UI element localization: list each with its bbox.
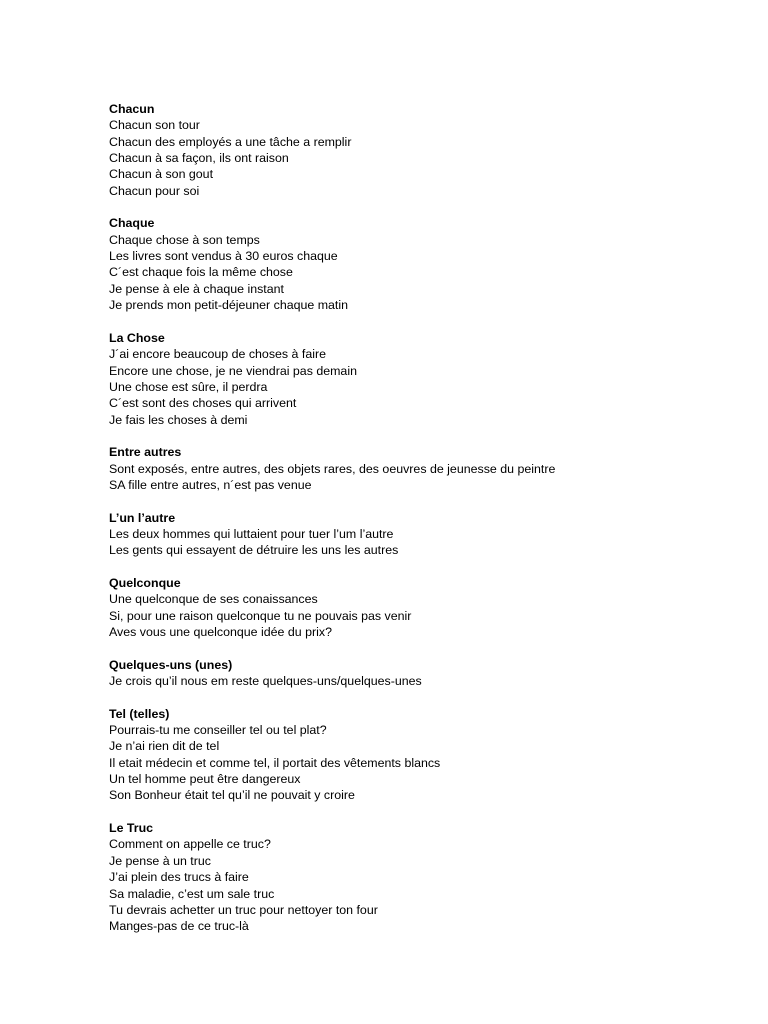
example-sentence: Chacun pour soi [109,183,200,198]
section [109,101,729,199]
example-sentence: J’ai plein des trucs à faire [109,870,249,885]
section-heading: Entre autres [109,445,182,460]
section-heading: Quelques-uns (unes) [109,657,233,672]
example-sentence: Comment on appelle ce truc? [109,837,271,852]
example-sentence: Je pense à ele à chaque instant [109,281,284,296]
section [109,444,729,493]
example-sentence: Les deux hommes qui luttaient pour tuer l’um l’autre [109,526,394,541]
section [109,706,729,804]
example-sentence: Une quelconque de ses conaissances [109,592,318,607]
example-sentence: Sa maladie, c’est um sale truc [109,886,275,901]
example-sentence: Je prends mon petit-déjeuner chaque matin [109,298,349,313]
example-sentence: Son Bonheur était tel qu’il ne pouvait y croire [109,788,355,803]
example-sentence: Manges-pas de ce truc-là [109,919,249,934]
section-heading: Le Truc [109,821,154,836]
example-sentence: Chacun à son gout [109,167,214,182]
section [109,657,729,690]
example-sentence: Un tel homme peut être dangereux [109,772,301,787]
example-sentence: Les livres sont vendus à 30 euros chaque [109,249,338,264]
example-sentence: Les gents qui essayent de détruire les uns les autres [109,543,399,558]
example-sentence: Chacun son tour [109,118,200,133]
example-sentence: J´ai encore beaucoup de choses à faire [109,347,326,362]
example-sentence: Chaque chose à son temps [109,232,260,247]
section-heading: Chaque [109,216,155,231]
example-sentence: Si, pour une raison quelconque tu ne pouvais pas venir [109,608,412,623]
example-sentence: Chacun des employés a une tâche a remplir [109,134,352,149]
section [109,330,729,428]
example-sentence: Je pense à un truc [109,853,211,868]
example-sentence: Je fais les choses à demi [109,412,248,427]
example-sentence: C´est chaque fois la même chose [109,265,293,280]
example-sentence: Il etait médecin et comme tel, il portait des vêtements blancs [109,755,441,770]
document-body [109,101,729,951]
example-sentence: Encore une chose, je ne viendrai pas demain [109,363,357,378]
section [109,510,729,559]
section [109,820,729,934]
example-sentence: Pourrais-tu me conseiller tel ou tel plat? [109,723,327,738]
example-sentence: Je crois qu’il nous em reste quelques-uns/quelques-unes [109,674,422,689]
section-heading: Chacun [109,102,155,116]
section-heading: Quelconque [109,575,181,590]
example-sentence: Chacun à sa façon, ils ont raison [109,151,289,166]
example-sentence: SA fille entre autres, n´est pas venue [109,477,312,492]
section-heading: Tel (telles) [109,706,170,721]
section-heading: L’un l’autre [109,510,176,525]
example-sentence: Une chose est sûre, il perdra [109,379,268,394]
section-heading: La Chose [109,330,165,345]
example-sentence: Tu devrais achetter un truc pour nettoyer ton four [109,902,378,917]
example-sentence: Je n’ai rien dit de tel [109,739,220,754]
example-sentence: Aves vous une quelconque idée du prix? [109,625,332,639]
section [109,215,729,313]
example-sentence: C´est sont des choses qui arrivent [109,396,297,411]
example-sentence: Sont exposés, entre autres, des objets rares, des oeuvres de jeunesse du peintre [109,461,556,476]
section [109,575,729,640]
